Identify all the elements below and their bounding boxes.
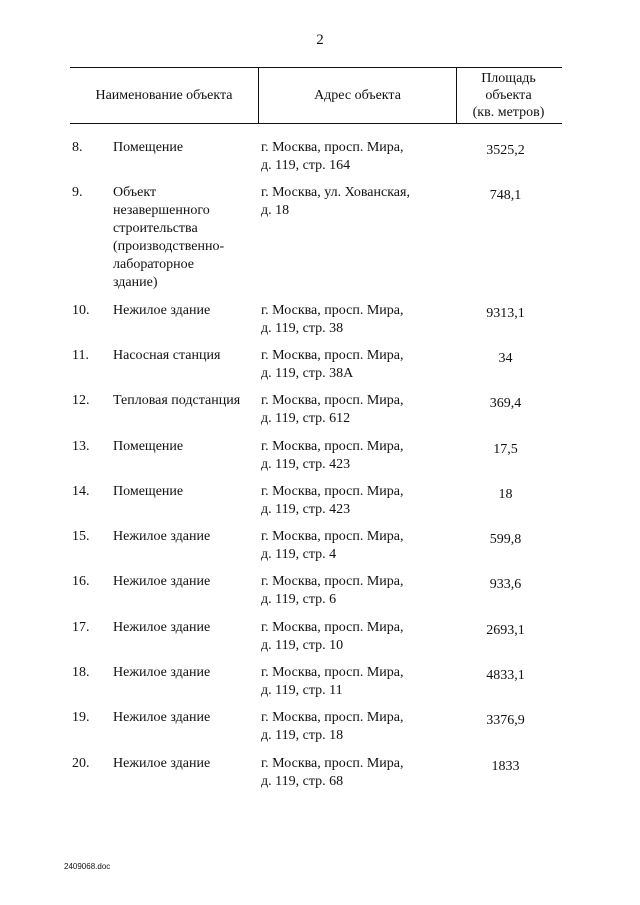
object-address [261, 392, 461, 428]
header-name-cell [70, 68, 258, 123]
object-address [261, 302, 461, 338]
object-name [113, 438, 258, 456]
row-number: 18. [72, 665, 90, 680]
object-name [113, 619, 258, 637]
header-address-label: Адрес объекта [314, 88, 401, 103]
object-name-line: Нежилое здание [113, 574, 211, 590]
header-name-label: Наименование объекта [95, 88, 233, 103]
object-name-line: Тепловая подстанция [113, 393, 241, 409]
object-address [261, 184, 461, 220]
header-area-label-line3: (кв. метров) [472, 105, 545, 120]
object-area: 34 [498, 350, 513, 366]
object-name [113, 528, 258, 546]
object-name-line: Помещение [113, 438, 184, 454]
object-name [113, 139, 258, 157]
object-address-line: д. 119, стр. 38А [261, 365, 354, 381]
object-address-line: г. Москва, просп. Мира, [261, 483, 404, 499]
object-name [113, 184, 258, 292]
object-name-line: Нежилое здание [113, 529, 211, 545]
object-name-line: Нежилое здание [113, 755, 211, 771]
object-area: 933,6 [489, 577, 522, 593]
header-area-cell [455, 68, 562, 123]
row-number: 13. [72, 438, 90, 454]
object-address-line: д. 119, стр. 423 [261, 456, 351, 472]
object-name-line: незавершенного [113, 203, 210, 219]
object-address-line: д. 18 [261, 203, 290, 219]
object-name-line: Нежилое здание [113, 619, 211, 635]
object-address-line: д. 119, стр. 38 [261, 320, 344, 336]
object-name-line: (производственно- [113, 239, 225, 255]
object-address-line: д. 119, стр. 18 [261, 728, 344, 744]
object-address [261, 347, 461, 383]
object-address-line: г. Москва, просп. Мира, [261, 665, 404, 680]
object-area: 1833 [491, 758, 520, 774]
header-area-label-line2: объекта [485, 88, 532, 103]
object-area: 3376,9 [486, 713, 525, 729]
table-header [70, 67, 562, 124]
row-number: 17. [72, 619, 90, 635]
object-name [113, 392, 258, 410]
object-address-line: г. Москва, просп. Мира, [261, 619, 404, 635]
object-address [261, 528, 461, 564]
page-number: 2 [316, 32, 324, 48]
object-address [261, 664, 461, 700]
object-name-line: здание) [113, 275, 158, 291]
object-address-line: г. Москва, просп. Мира, [261, 710, 404, 726]
object-area: 2693,1 [486, 622, 525, 638]
object-address [261, 573, 461, 609]
row-number: 9. [72, 185, 83, 201]
object-address-line: г. Москва, просп. Мира, [261, 347, 404, 363]
object-address-line: д. 119, стр. 423 [261, 501, 351, 517]
object-area: 17,5 [493, 441, 518, 457]
object-area: 4833,1 [486, 668, 525, 683]
object-name [113, 755, 258, 773]
object-address-line: г. Москва, просп. Мира, [261, 755, 404, 771]
object-area: 369,4 [489, 396, 522, 412]
document-footer: 2409068.doc [64, 862, 111, 871]
row-number: 8. [72, 140, 83, 155]
object-address-line: д. 119, стр. 11 [261, 683, 343, 698]
object-name-line: Объект [113, 185, 157, 201]
object-address-line: д. 119, стр. 10 [261, 637, 344, 653]
row-number: 15. [72, 529, 90, 545]
object-address-line: г. Москва, просп. Мира, [261, 574, 404, 590]
object-name-line: лабораторное [113, 257, 194, 273]
object-name-line: Нежилое здание [113, 665, 211, 680]
object-name-line: Нежилое здание [113, 302, 211, 318]
object-name-line: Помещение [113, 140, 184, 155]
object-name [113, 483, 258, 501]
object-area: 599,8 [489, 532, 522, 548]
object-name [113, 709, 258, 727]
object-address-line: д. 119, стр. 612 [261, 411, 351, 427]
object-address-line: д. 119, стр. 164 [261, 158, 351, 173]
object-name-line: Насосная станция [113, 347, 221, 363]
object-address [261, 709, 461, 745]
object-name-line: Нежилое здание [113, 710, 211, 726]
object-area: 3525,2 [486, 143, 525, 158]
row-number: 10. [72, 302, 90, 318]
object-address [261, 438, 461, 474]
object-address [261, 139, 461, 175]
object-name [113, 573, 258, 591]
object-area: 748,1 [489, 188, 522, 204]
row-number: 12. [72, 393, 90, 409]
object-name [113, 347, 258, 365]
object-address-line: д. 119, стр. 4 [261, 547, 337, 563]
object-name [113, 664, 258, 682]
object-address-line: г. Москва, просп. Мира, [261, 393, 404, 409]
object-name [113, 302, 258, 320]
object-address-line: д. 119, стр. 6 [261, 592, 337, 608]
row-number: 14. [72, 483, 90, 499]
object-address-line: г. Москва, просп. Мира, [261, 302, 404, 318]
object-name-line: строительства [113, 221, 198, 237]
object-address-line: г. Москва, просп. Мира, [261, 438, 404, 454]
row-number: 11. [72, 347, 89, 363]
object-name-line: Помещение [113, 483, 184, 499]
header-address-cell [258, 68, 457, 123]
object-address-line: г. Москва, просп. Мира, [261, 529, 404, 545]
object-address-line: д. 119, стр. 68 [261, 773, 344, 789]
object-address-line: г. Москва, просп. Мира, [261, 140, 404, 155]
row-number: 20. [72, 755, 90, 771]
object-address [261, 483, 461, 519]
header-area-label-line1: Площадь [481, 71, 536, 86]
object-address [261, 755, 461, 791]
object-area: 18 [498, 486, 513, 502]
row-number: 19. [72, 710, 90, 726]
object-address-line: г. Москва, ул. Хованская, [261, 185, 410, 201]
object-address [261, 619, 461, 655]
row-number: 16. [72, 574, 90, 590]
object-area: 9313,1 [486, 305, 525, 321]
